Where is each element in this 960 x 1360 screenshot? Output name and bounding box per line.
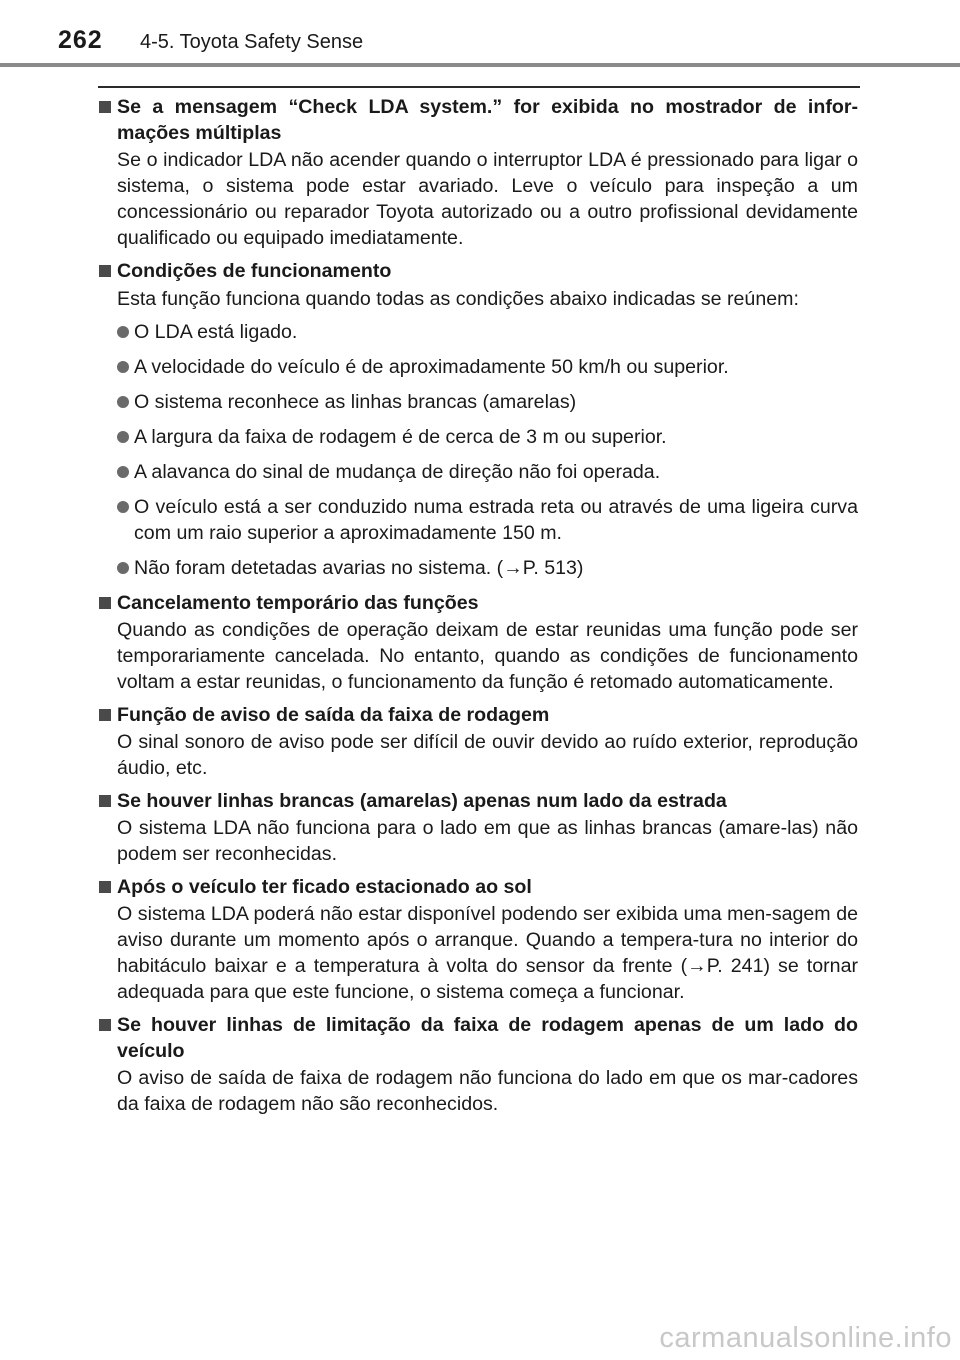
list-item — [98, 389, 858, 415]
square-bullet-icon — [99, 101, 111, 113]
section-heading-text: Se houver linhas de limitação da faixa de rodagem apenas de um lado do veículo — [117, 1014, 858, 1062]
section-body: O sistema LDA poderá não estar disponível podendo ser exibida uma men-sagem de aviso durante um momento após o arranque. Quando a tempera-tura no interior do habitáculo baixar e a temperatura à volta do sensor da frente (→P. 241) se tornar adequada para que este funcione, o sistema começa a funcionar. — [117, 903, 858, 1003]
list-item-text: A largura da faixa de rodagem é de cerca de 3 m ou superior. — [134, 426, 667, 448]
list-item-text: Não foram detetadas avarias no sistema. (→P. 513) — [134, 557, 584, 579]
list-item-text: A velocidade do veículo é de aproximadamente 50 km/h ou superior. — [134, 356, 729, 378]
section-body: Quando as condições de operação deixam de estar reunidas uma função pode ser temporariamente cancelada. No entanto, quando as condições de funcionamento voltam a estar reunidas, o funcionamento da função é retomado automaticamente. — [117, 619, 858, 693]
round-bullet-icon — [117, 326, 129, 338]
section-heading-text: Se houver linhas brancas (amarelas) apenas num lado da estrada — [117, 790, 727, 812]
section-heading — [98, 788, 858, 814]
section-heading — [98, 1012, 858, 1064]
round-bullet-icon — [117, 501, 129, 513]
section-body: O sistema LDA não funciona para o lado em que as linhas brancas (amare-las) não podem ser reconhecidas. — [117, 817, 858, 865]
section-heading-text: Se a mensagem “Check LDA system.” for exibida no mostrador de infor-mações múltiplas — [117, 96, 858, 144]
section-body: Se o indicador LDA não acender quando o interruptor LDA é pressionado para ligar o sistema, o sistema pode estar avariado. Leve o veículo para inspeção a um concessionário ou reparador Toyota autorizado ou a outro profissional devidamente qualificado ou equipado imediatamente. — [117, 149, 858, 249]
section-lane-markers-one-side — [98, 1012, 858, 1117]
section-white-lines-one-side — [98, 788, 858, 867]
section-lane-departure-warning — [98, 702, 858, 781]
list-item — [98, 494, 858, 546]
site-watermark: carmanualsonline.info — [659, 1322, 952, 1354]
section-heading-text: Cancelamento temporário das funções — [117, 592, 479, 614]
round-bullet-icon — [117, 431, 129, 443]
content-top-divider — [98, 86, 860, 88]
list-item — [98, 459, 858, 485]
manual-content — [98, 94, 858, 1124]
list-item-text: O sistema reconhece as linhas brancas (amarelas) — [134, 391, 577, 413]
round-bullet-icon — [117, 562, 129, 574]
list-item — [98, 319, 858, 345]
round-bullet-icon — [117, 466, 129, 478]
section-heading — [98, 590, 858, 616]
section-parked-in-sun — [98, 874, 858, 1005]
square-bullet-icon — [99, 709, 111, 721]
conditions-list — [98, 319, 858, 581]
section-heading — [98, 702, 858, 728]
square-bullet-icon — [99, 597, 111, 609]
section-temporary-cancellation — [98, 590, 858, 695]
round-bullet-icon — [117, 396, 129, 408]
square-bullet-icon — [99, 1019, 111, 1031]
square-bullet-icon — [99, 795, 111, 807]
square-bullet-icon — [99, 881, 111, 893]
section-heading-text: Condições de funcionamento — [117, 260, 392, 282]
chapter-title: 4-5. Toyota Safety Sense — [140, 31, 364, 53]
section-check-lda-message — [98, 94, 858, 251]
round-bullet-icon — [117, 361, 129, 373]
list-item-text: O LDA está ligado. — [134, 321, 298, 343]
section-heading — [98, 258, 858, 284]
list-item-text: O veículo está a ser conduzido numa estrada reta ou através de uma ligeira curva com um raio superior a aproximadamente 150 m. — [134, 496, 858, 544]
list-item — [98, 424, 858, 450]
section-body: O sinal sonoro de aviso pode ser difícil de ouvir devido ao ruído exterior, reprodução áudio, etc. — [117, 731, 858, 779]
square-bullet-icon — [99, 265, 111, 277]
section-heading-text: Após o veículo ter ficado estacionado ao sol — [117, 876, 532, 898]
section-operating-conditions — [98, 258, 858, 581]
section-body: O aviso de saída de faixa de rodagem não funciona do lado em que os mar-cadores da faixa de rodagem não são reconhecidos. — [117, 1067, 858, 1115]
list-item — [98, 354, 858, 380]
section-heading — [98, 94, 858, 146]
page-number: 262 — [58, 26, 103, 54]
page-header — [0, 0, 960, 66]
list-item-text: A alavanca do sinal de mudança de direção não foi operada. — [134, 461, 661, 483]
list-item — [98, 555, 858, 581]
section-heading — [98, 874, 858, 900]
header-divider — [0, 63, 960, 67]
section-body: Esta função funciona quando todas as condições abaixo indicadas se reúnem: — [117, 288, 799, 310]
section-heading-text: Função de aviso de saída da faixa de rodagem — [117, 704, 550, 726]
